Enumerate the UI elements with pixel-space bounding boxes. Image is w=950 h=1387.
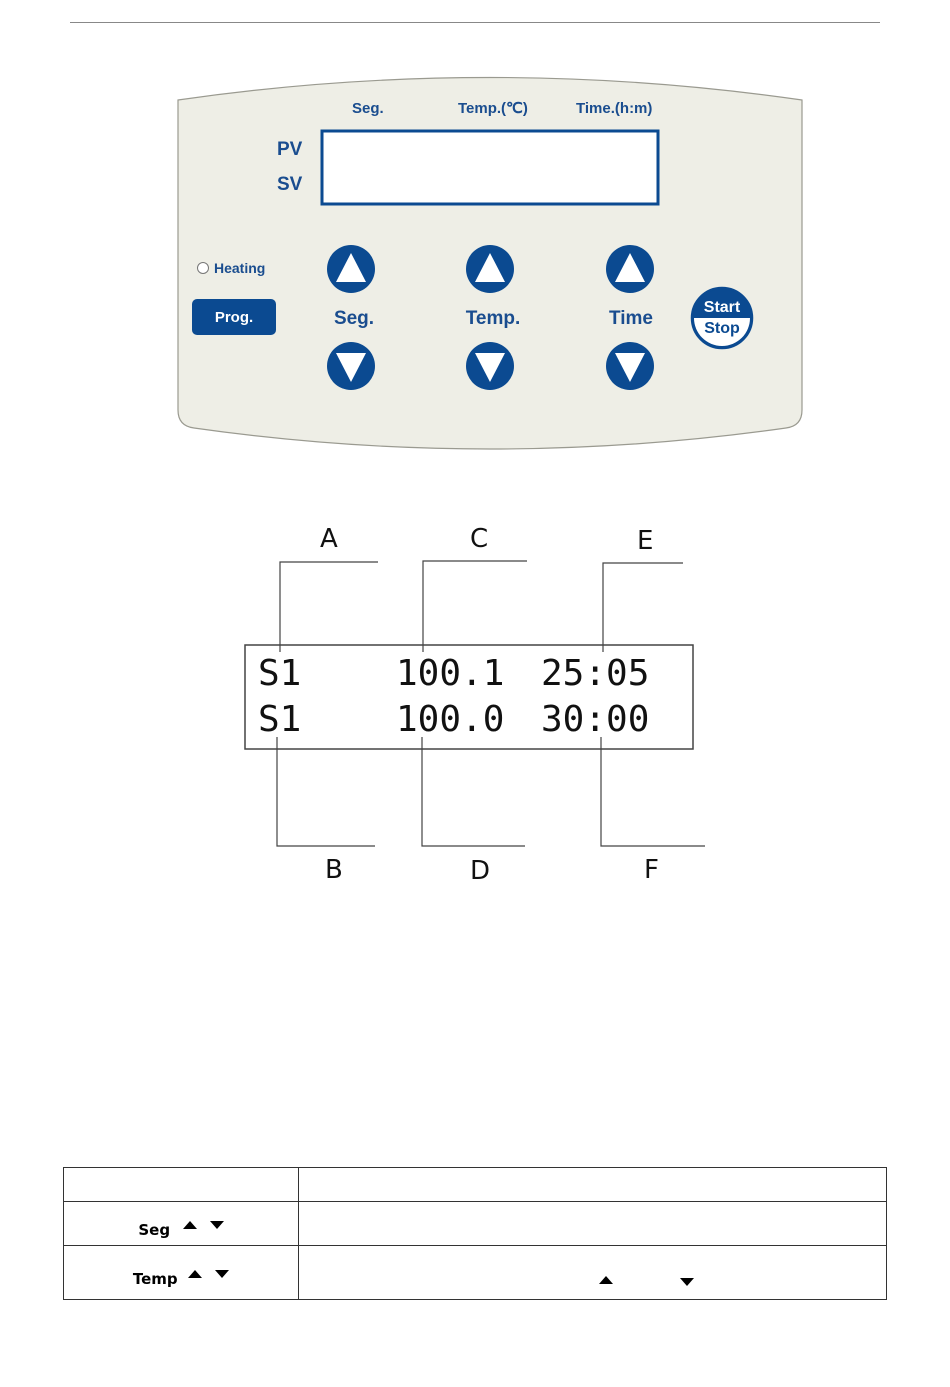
callout-d: D <box>470 856 491 886</box>
triangle-down-icon <box>215 1270 229 1278</box>
temp-down-button[interactable] <box>466 342 514 390</box>
display-window <box>322 131 658 204</box>
seg-key-label: Seg <box>138 1220 171 1239</box>
table-cell <box>64 1246 299 1300</box>
sv-label: SV <box>277 174 303 195</box>
triangle-up-icon <box>183 1221 197 1229</box>
table-cell <box>64 1168 299 1202</box>
pv-label: PV <box>277 139 303 160</box>
lcd-row2-seg: S1 <box>258 699 302 740</box>
table-cell <box>64 1202 299 1246</box>
temp-key-label: Temp <box>132 1269 178 1288</box>
start-stop-button[interactable] <box>692 288 752 348</box>
heating-indicator-icon <box>198 263 209 274</box>
seg-up-button[interactable] <box>327 245 375 293</box>
triangle-up-icon <box>188 1270 202 1278</box>
header-seg: Seg. <box>352 100 384 117</box>
callout-c: C <box>470 524 489 554</box>
prog-button-label: Prog. <box>214 309 254 326</box>
start-label: Start <box>703 299 741 316</box>
lcd-row1-seg: S1 <box>258 653 302 694</box>
header-temp: Temp.(℃) <box>458 100 528 117</box>
lcd-row1-temp: 100.1 <box>396 653 505 694</box>
stop-label: Stop <box>704 320 740 337</box>
heating-label: Heating <box>214 260 266 276</box>
callout-a: A <box>320 524 338 554</box>
callout-b: B <box>325 855 343 885</box>
table-cell <box>299 1168 887 1202</box>
lcd-row1-time: 25:05 <box>541 653 650 694</box>
prog-button[interactable] <box>192 299 276 335</box>
lcd-row2-temp: 100.0 <box>396 699 505 740</box>
temp-up-button[interactable] <box>466 245 514 293</box>
time-label: Time <box>608 308 654 329</box>
time-down-button[interactable] <box>606 342 654 390</box>
triangle-down-icon <box>680 1278 694 1286</box>
table-row <box>64 1168 887 1202</box>
table-row <box>64 1246 887 1300</box>
callout-f: F <box>644 855 659 885</box>
triangle-up-icon <box>599 1276 613 1284</box>
callout-e: E <box>637 526 654 556</box>
seg-label: Seg. <box>333 308 375 329</box>
lcd-row2-time: 30:00 <box>541 699 650 740</box>
header-time: Time.(h:m) <box>576 100 653 117</box>
temp-label: Temp. <box>465 308 521 329</box>
table-cell <box>299 1202 887 1246</box>
table-row <box>64 1202 887 1246</box>
table-cell <box>299 1246 887 1300</box>
time-up-button[interactable] <box>606 245 654 293</box>
control-panel-figure <box>0 0 950 470</box>
seg-down-button[interactable] <box>327 342 375 390</box>
key-function-table <box>63 1167 887 1300</box>
triangle-down-icon <box>210 1221 224 1229</box>
